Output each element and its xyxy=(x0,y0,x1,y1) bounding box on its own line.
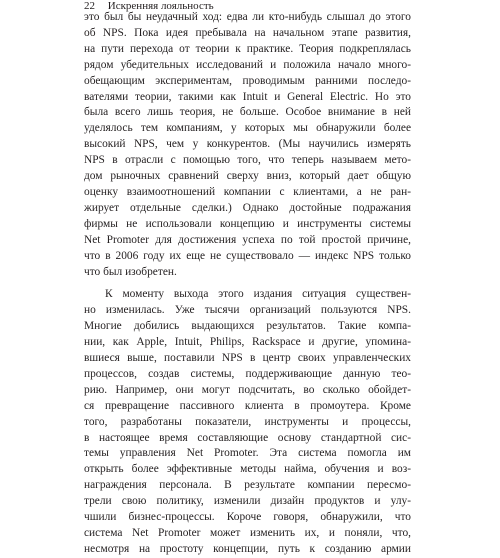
text-line: но изменилась. Уже тысячи организаций пользуются NPS. xyxy=(84,304,411,317)
book-title: Искренняя лояльность xyxy=(107,0,214,12)
text-line: дом рыночных сравнений сверху вниз, который дает общую xyxy=(84,170,411,183)
text-line: того, разработаны показатели, инструменты и процессы, xyxy=(84,415,411,428)
paragraph xyxy=(84,10,411,280)
text-line: рию. Например, они могут подсчитать, во сколько обойдет- xyxy=(84,383,411,396)
text-line: Многие добились выдающихся результатов. Такие компа- xyxy=(84,320,411,333)
text-line: нии, как Apple, Intuit, Philips, Rackspace и другие, упомина- xyxy=(84,336,411,349)
text-line: это был бы неудачный ход: едва ли кто-нибудь слышал до этого xyxy=(84,11,411,23)
text-line: открыть более эффективные методы найма, обучения и воз- xyxy=(84,463,411,476)
text-line: на пути перехода от теории к практике. Теория подкреплялась xyxy=(84,42,411,55)
text-line: вшиеся выше, поставили NPS в центр своих управленческих xyxy=(84,352,411,365)
text-line: высокий NPS, чем у конкурентов. (Мы научились измерять xyxy=(84,138,411,151)
text-line: награждения персонала. В результате компании пересмо- xyxy=(84,479,411,492)
text-line: вателями теории, такими как Intuit и General Electric. Но это xyxy=(84,90,411,103)
text-line: об NPS. Пока идея пребывала на начальном этапе развития, xyxy=(84,26,411,39)
text-line: NPS в отрасли с помощью того, что теперь называем мето- xyxy=(84,154,411,167)
text-line: темы управления Net Promoter. Эта система помогла им xyxy=(84,447,411,460)
text-line: оценку взаимоотношений компании с клиентами, а не ран- xyxy=(84,185,411,198)
text-line: Net Promoter для достижения успеха по той простой причине, xyxy=(84,233,411,246)
text-line: система Net Promoter может изменить их, и поняли, что, xyxy=(84,527,411,539)
text-line: ся превращение пассивного клиента в промоутера. Кроме xyxy=(84,399,411,412)
text-line: фирмы не использовали концепцию и инструменты системы xyxy=(84,217,411,230)
text-line: жирует отдельные сделки.) Однако достойные подражания xyxy=(84,201,411,214)
text-line: рядом убедительных исследований и положила начало много- xyxy=(84,58,411,71)
text-line: процессов, создав системы, поддерживающие данную тео- xyxy=(84,367,411,380)
paragraphs xyxy=(84,10,411,558)
page-number: 22 xyxy=(84,0,95,12)
text-line: в настоящее время составляющие основу стандартной сис- xyxy=(84,431,411,444)
paragraph xyxy=(84,287,411,557)
body-text xyxy=(84,10,411,558)
text-line: К моменту выхода этого издания ситуация существен- xyxy=(105,288,411,301)
paragraph-gap xyxy=(84,280,411,287)
text-line: уделялось тем компаниям, у которых мы обнаружили более xyxy=(84,122,411,135)
text-line: несмотря на простоту концепции, путь к созданию армии xyxy=(84,542,411,555)
text-line: чшили бизнес-процессы. Короче говоря, обнаружили, что xyxy=(84,511,411,524)
text-line: трели свою политику, изменили дизайн продуктов и улу- xyxy=(84,495,411,508)
text-line: обещающим экспериментам, проводимым ранними последо- xyxy=(84,74,411,87)
text-line: что в 2006 году их еще не существовало — индекс NPS только xyxy=(84,249,411,262)
text-line: что был изобретен. xyxy=(84,265,177,278)
text-line: была всего лишь теория, не больше. Особое внимание в ней xyxy=(84,106,411,119)
